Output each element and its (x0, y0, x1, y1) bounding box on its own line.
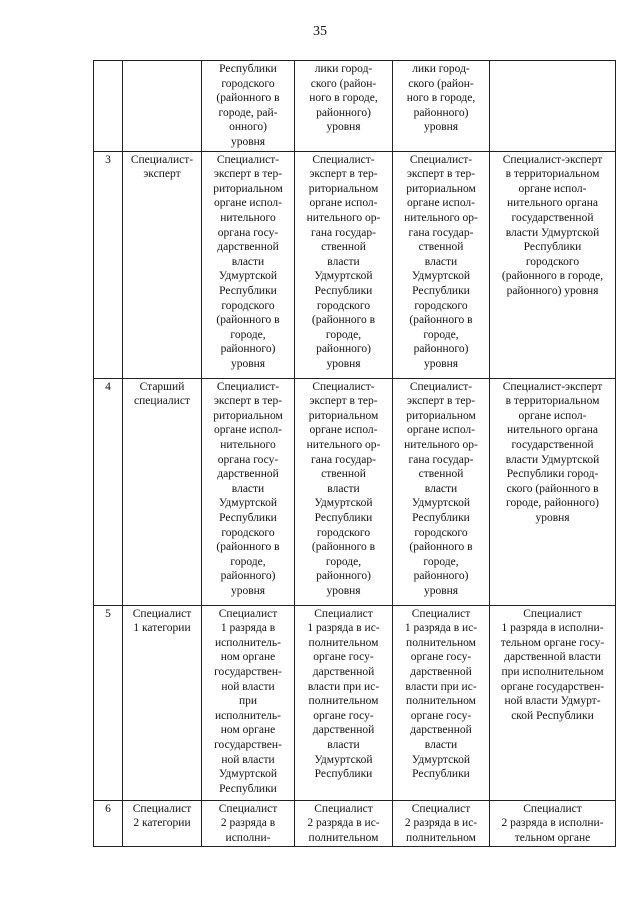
equivalent-position-cell: Специалист 2 разряда в ис- полнительном (295, 800, 393, 847)
table-row (94, 61, 616, 152)
position-title-cell: Старший специалист (123, 378, 202, 605)
equivalent-position-cell: Специалист- эксперт в тер- риториальном органе испол- нительного ор- гана государ- ственной власти Удмуртской Республики городского (районного в городе, районного) уровня (393, 151, 490, 378)
equivalent-position-cell: лики город- ского (район- ного в городе, районного) уровня (295, 61, 393, 152)
row-number-cell: 3 (94, 151, 123, 378)
position-title-cell: Специалист 1 категории (123, 605, 202, 800)
equivalent-position-cell: Специалист 1 разряда в исполни- тельном органе госу- дарственной власти при исполнительном органе государствен- ной власти Удмурт- ской Республики (490, 605, 616, 800)
equivalent-position-cell: лики город- ского (район- ного в городе, районного) уровня (393, 61, 490, 152)
row-number-cell: 4 (94, 378, 123, 605)
equivalent-position-cell: Специалист 2 разряда в ис- полнительном (393, 800, 490, 847)
equivalent-position-cell: Специалист 2 разряда в исполни- тельном органе (490, 800, 616, 847)
table-row (94, 605, 616, 800)
table-row (94, 800, 616, 847)
equivalent-position-cell (490, 61, 616, 152)
equivalent-position-cell: Специалист- эксперт в тер- риториальном органе испол- нительного ор- гана государ- ственной власти Удмуртской Республики городского (районного в городе, районного) уровня (295, 151, 393, 378)
table-row (94, 378, 616, 605)
positions-table (93, 60, 616, 847)
equivalent-position-cell: Специалист-эксперт в территориальном органе испол- нительного органа государственной власти Удмуртской Республики городского (районного в городе, районного) уровня (490, 151, 616, 378)
position-title-cell: Специалист 2 категории (123, 800, 202, 847)
position-title-cell: Специалист- эксперт (123, 151, 202, 378)
equivalent-position-cell: Специалист-эксперт в территориальном органе испол- нительного органа государственной власти Удмуртской Республики город- ского (районного в городе, районного) уровня (490, 378, 616, 605)
row-number-cell: 5 (94, 605, 123, 800)
position-title-cell (123, 61, 202, 152)
equivalent-position-cell: Специалист- эксперт в тер- риториальном органе испол- нительного ор- гана государ- ственной власти Удмуртской Республики городского (районного в городе, районного) уровня (295, 378, 393, 605)
equivalent-position-cell: Специалист- эксперт в тер- риториальном органе испол- нительного ор- гана государ- ственной власти Удмуртской Республики городского (районного в городе, районного) уровня (393, 378, 490, 605)
equivalent-position-cell: Республики городского (районного в городе, рай- онного) уровня (202, 61, 295, 152)
row-number-cell (94, 61, 123, 152)
equivalent-position-cell: Специалист 1 разряда в исполнитель- ном органе государствен- ной власти при исполнитель- ном органе государствен- ной власти Удмуртской Республики (202, 605, 295, 800)
equivalent-position-cell: Специалист 1 разряда в ис- полнительном органе госу- дарственной власти при ис- полнительном органе госу- дарственной власти Удмуртской Республики (295, 605, 393, 800)
equivalent-position-cell: Специалист 1 разряда в ис- полнительном органе госу- дарственной власти при ис- полнительном органе госу- дарственной власти Удмуртской Республики (393, 605, 490, 800)
equivalent-position-cell: Специалист- эксперт в тер- риториальном органе испол- нительного органа госу- дарственной власти Удмуртской Республики городского (районного в городе, районного) уровня (202, 378, 295, 605)
row-number-cell: 6 (94, 800, 123, 847)
page-number: 35 (313, 24, 327, 39)
table-row (94, 151, 616, 378)
equivalent-position-cell: Специалист 2 разряда в исполни- (202, 800, 295, 847)
equivalent-position-cell: Специалист- эксперт в тер- риториальном органе испол- нительного органа госу- дарственной власти Удмуртской Республики городского (районного в городе, районного) уровня (202, 151, 295, 378)
